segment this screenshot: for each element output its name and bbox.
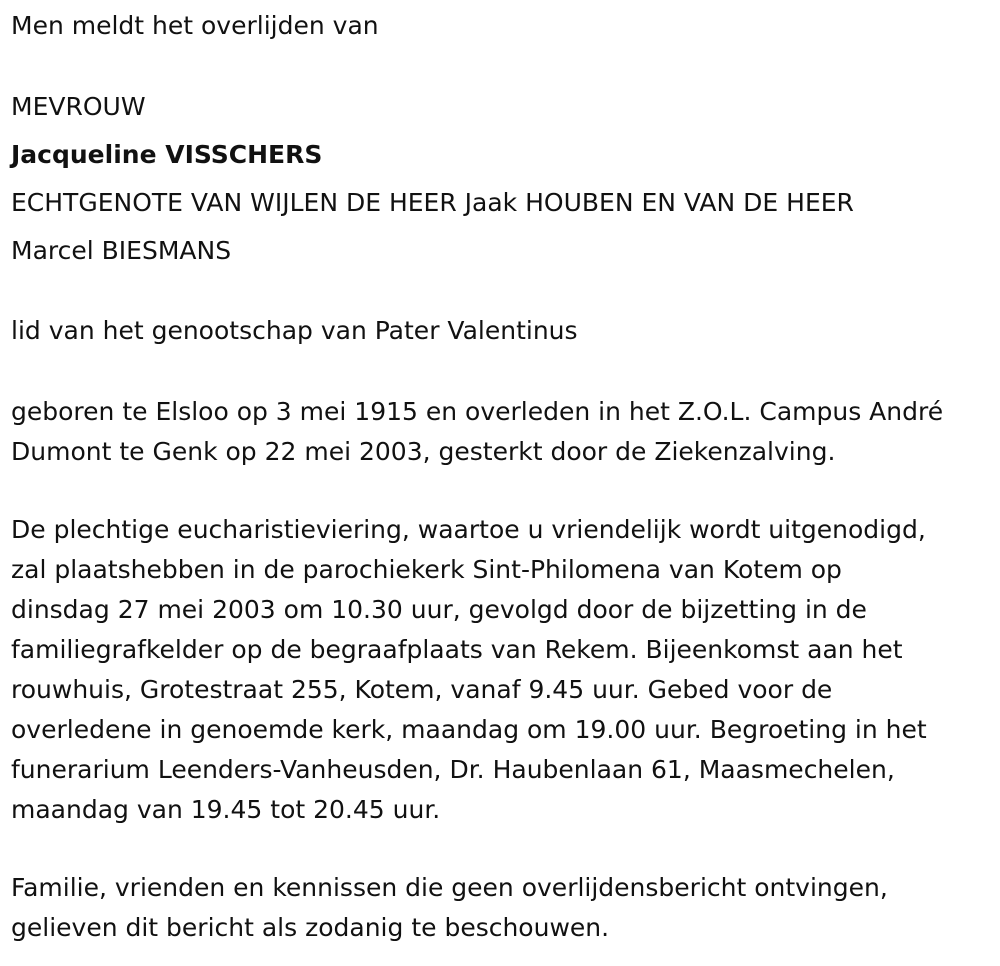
paragraph-line: dinsdag 27 mei 2003 om 10.30 uur, gevolgd door de bijzetting in de bbox=[11, 595, 867, 624]
closing-paragraph bbox=[11, 868, 996, 948]
birth-death-paragraph bbox=[11, 392, 996, 472]
paragraph-line: geboren te Elsloo op 3 mei 1915 en overleden in het Z.O.L. Campus André bbox=[11, 397, 944, 426]
paragraph-line: overledene in genoemde kerk, maandag om 19.00 uur. Begroeting in het bbox=[11, 715, 927, 744]
paragraph-line: gelieven dit bericht als zodanig te beschouwen. bbox=[11, 913, 610, 942]
intro-text: Men meldt het overlijden van bbox=[11, 11, 379, 40]
paragraph-line: Familie, vrienden en kennissen die geen overlijdensbericht ontvingen, bbox=[11, 873, 888, 902]
ceremony-paragraph bbox=[11, 510, 996, 830]
spouse-line: Marcel BIESMANS bbox=[11, 236, 232, 265]
paragraph-line: rouwhuis, Grotestraat 255, Kotem, vanaf 9.45 uur. Gebed voor de bbox=[11, 675, 833, 704]
paragraph-line: zal plaatshebben in de parochiekerk Sint-Philomena van Kotem op bbox=[11, 555, 842, 584]
spacer bbox=[11, 54, 996, 87]
membership-text: lid van het genootschap van Pater Valentinus bbox=[11, 316, 578, 345]
paragraph-line: maandag van 19.45 tot 20.45 uur. bbox=[11, 795, 441, 824]
salutation: MEVROUW bbox=[11, 92, 146, 121]
paragraph-line: funerarium Leenders-Vanheusden, Dr. Haubenlaan 61, Maasmechelen, bbox=[11, 755, 895, 784]
spacer bbox=[11, 359, 996, 392]
spacer bbox=[11, 279, 996, 311]
paragraph-line: Dumont te Genk op 22 mei 2003, gesterkt door de Ziekenzalving. bbox=[11, 437, 836, 466]
death-notice bbox=[11, 6, 996, 948]
spouse-line: ECHTGENOTE VAN WIJLEN DE HEER Jaak HOUBEN EN VAN DE HEER bbox=[11, 188, 854, 217]
paragraph-line: familiegrafkelder op de begraafplaats van Rekem. Bijeenkomst aan het bbox=[11, 635, 903, 664]
spacer bbox=[11, 830, 996, 868]
spacer bbox=[11, 472, 996, 510]
deceased-name: Jacqueline VISSCHERS bbox=[11, 140, 323, 169]
paragraph-line: De plechtige eucharistieviering, waartoe u vriendelijk wordt uitgenodigd, bbox=[11, 515, 926, 544]
